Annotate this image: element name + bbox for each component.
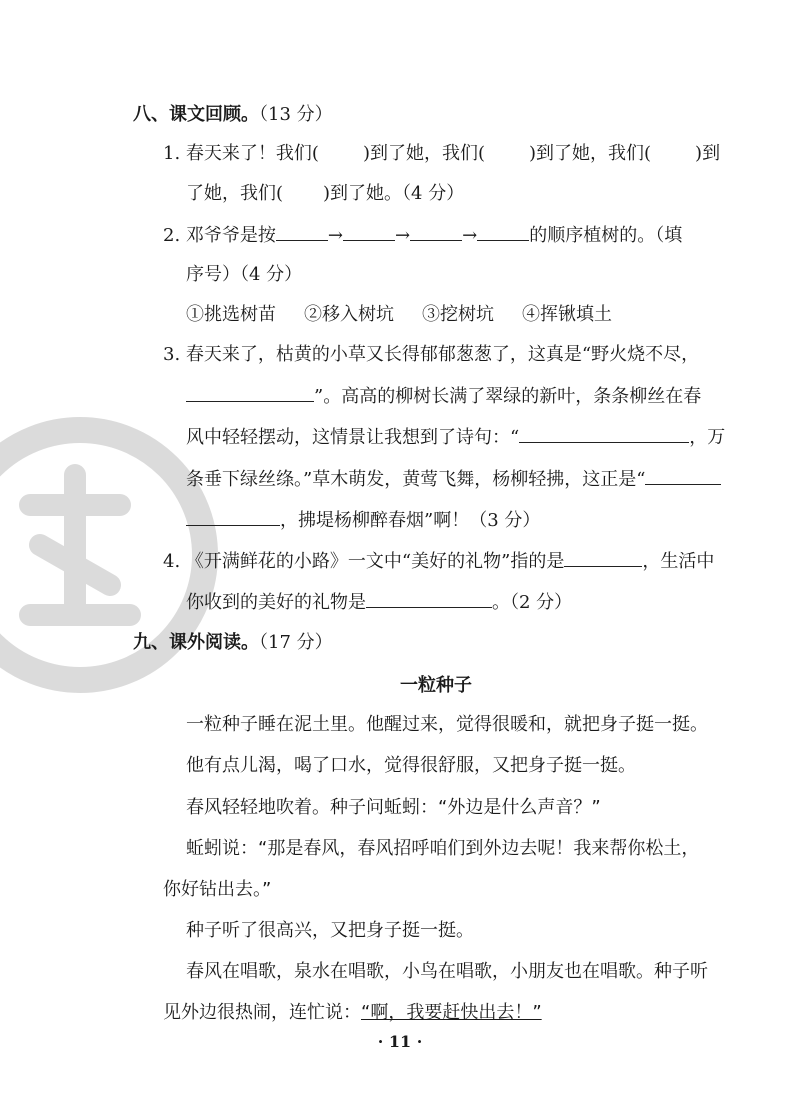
q3-text1: 春天来了，枯黄的小草又长得郁郁葱葱了，这真是“野火烧不尽， bbox=[185, 344, 700, 365]
q4-blank-2[interactable] bbox=[366, 589, 492, 608]
q3-text3a: 风中轻轻摆动，这情景让我想到了诗句：“ bbox=[186, 427, 520, 448]
section9-score: （17 分） bbox=[259, 632, 333, 653]
reading-underlined-quote: “啊，我要赶快出去！” bbox=[361, 1002, 542, 1023]
section9-heading-text: 九、课外阅读。 bbox=[133, 632, 259, 653]
q2-arrow-1: → bbox=[327, 225, 344, 246]
section8-heading bbox=[133, 102, 333, 128]
reading-paragraph-6b-text: 见外边很热闹，连忙说： bbox=[163, 1002, 361, 1023]
q4-line1 bbox=[163, 548, 714, 575]
q3-line3 bbox=[186, 424, 725, 451]
q2-options bbox=[186, 302, 612, 328]
q2-arrow-3: → bbox=[462, 225, 478, 246]
q2-option-2: ②移入树坑 bbox=[304, 304, 394, 325]
q2-line2 bbox=[186, 262, 302, 288]
q3-line2 bbox=[186, 383, 701, 410]
q2-blank-4[interactable] bbox=[477, 222, 529, 241]
reading-paragraph-3: 春风轻轻地吹着。种子问蚯蚓：“外边是什么声音？” bbox=[186, 797, 601, 818]
q3-text4a: 条垂下绿丝绦。”草木萌发，黄莺飞舞，杨柳轻拂，这正是“ bbox=[186, 469, 646, 490]
q3-blank-3b[interactable] bbox=[186, 507, 280, 526]
q1-text3: )到了她，我们( bbox=[529, 143, 652, 164]
q2-option-3: ③挖树坑 bbox=[422, 304, 494, 325]
q3-blank-2[interactable] bbox=[519, 424, 689, 443]
q1-line1 bbox=[163, 141, 720, 167]
q2-arrow-2: → bbox=[395, 225, 411, 246]
q2-blank-3[interactable] bbox=[410, 222, 462, 241]
q1-text2: )到了她，我们( bbox=[362, 143, 485, 164]
reading-paragraph-2: 他有点儿渴，喝了口水，觉得很舒服，又把身子挺一挺。 bbox=[186, 755, 636, 776]
q1-number: 1. bbox=[163, 143, 181, 164]
q4-number: 4. bbox=[163, 551, 181, 572]
section9-heading bbox=[133, 630, 333, 656]
q3-number: 3. bbox=[163, 344, 181, 365]
q3-text3b: ，万 bbox=[689, 427, 726, 448]
q1-text5: 了她，我们( bbox=[186, 183, 284, 204]
section8-heading-text: 八、课文回顾。 bbox=[133, 104, 259, 125]
q3-text5: ，拂堤杨柳醉春烟”啊！（3 分） bbox=[280, 510, 541, 531]
q4-line2 bbox=[186, 589, 572, 616]
q4-text1b: ，生活中 bbox=[642, 551, 715, 572]
reading-title: 一粒种子 bbox=[400, 675, 472, 696]
q3-line5 bbox=[186, 507, 540, 534]
q3-blank-1[interactable] bbox=[186, 383, 314, 402]
q3-line1 bbox=[163, 342, 699, 368]
reading-paragraph-4a: 蚯蚓说：“那是春风，春风招呼咱们到外边去呢！我来帮你松土， bbox=[186, 838, 700, 859]
page-number: · 11 · bbox=[377, 1032, 423, 1051]
q2-number: 2. bbox=[163, 225, 181, 246]
q2-blank-2[interactable] bbox=[343, 222, 395, 241]
reading-paragraph-6b bbox=[163, 1000, 542, 1026]
q3-text2: ”。高高的柳树长满了翠绿的新叶，条条柳丝在春 bbox=[314, 386, 702, 407]
reading-paragraph-5: 种子听了很高兴，又把身子挺一挺。 bbox=[186, 920, 474, 941]
q4-text1a: 《开满鲜花的小路》一文中“美好的礼物”指的是 bbox=[185, 551, 565, 572]
q1-text1: 春天来了！我们( bbox=[185, 143, 319, 164]
q2-text3: 序号）（4 分） bbox=[186, 264, 303, 285]
q1-text6: )到了她。（4 分） bbox=[323, 183, 465, 204]
q2-option-4: ④挥锹填土 bbox=[522, 304, 612, 325]
reading-paragraph-4b: 你好钻出去。” bbox=[163, 879, 272, 900]
reading-paragraph-6a: 春风在唱歌，泉水在唱歌，小鸟在唱歌，小朋友也在唱歌。种子听 bbox=[186, 961, 708, 982]
q2-text1: 邓爷爷是按 bbox=[185, 225, 276, 246]
q2-text2: 的顺序植树的。（填 bbox=[529, 225, 683, 246]
q2-blank-1[interactable] bbox=[276, 222, 328, 241]
section8-score: （13 分） bbox=[259, 104, 333, 125]
q3-line4 bbox=[186, 466, 721, 493]
reading-paragraph-1: 一粒种子睡在泥土里。他醒过来，觉得很暖和，就把身子挺一挺。 bbox=[186, 714, 708, 735]
q4-text2a: 你收到的美好的礼物是 bbox=[186, 592, 366, 613]
q1-text4: )到 bbox=[695, 143, 721, 164]
q2-line1 bbox=[163, 222, 682, 249]
q3-blank-3a[interactable] bbox=[645, 466, 721, 485]
q4-blank-1[interactable] bbox=[564, 548, 642, 567]
q1-line2 bbox=[186, 181, 464, 207]
q4-text2b: 。（2 分） bbox=[492, 592, 573, 613]
q2-option-1: ①挑选树苗 bbox=[186, 304, 276, 325]
